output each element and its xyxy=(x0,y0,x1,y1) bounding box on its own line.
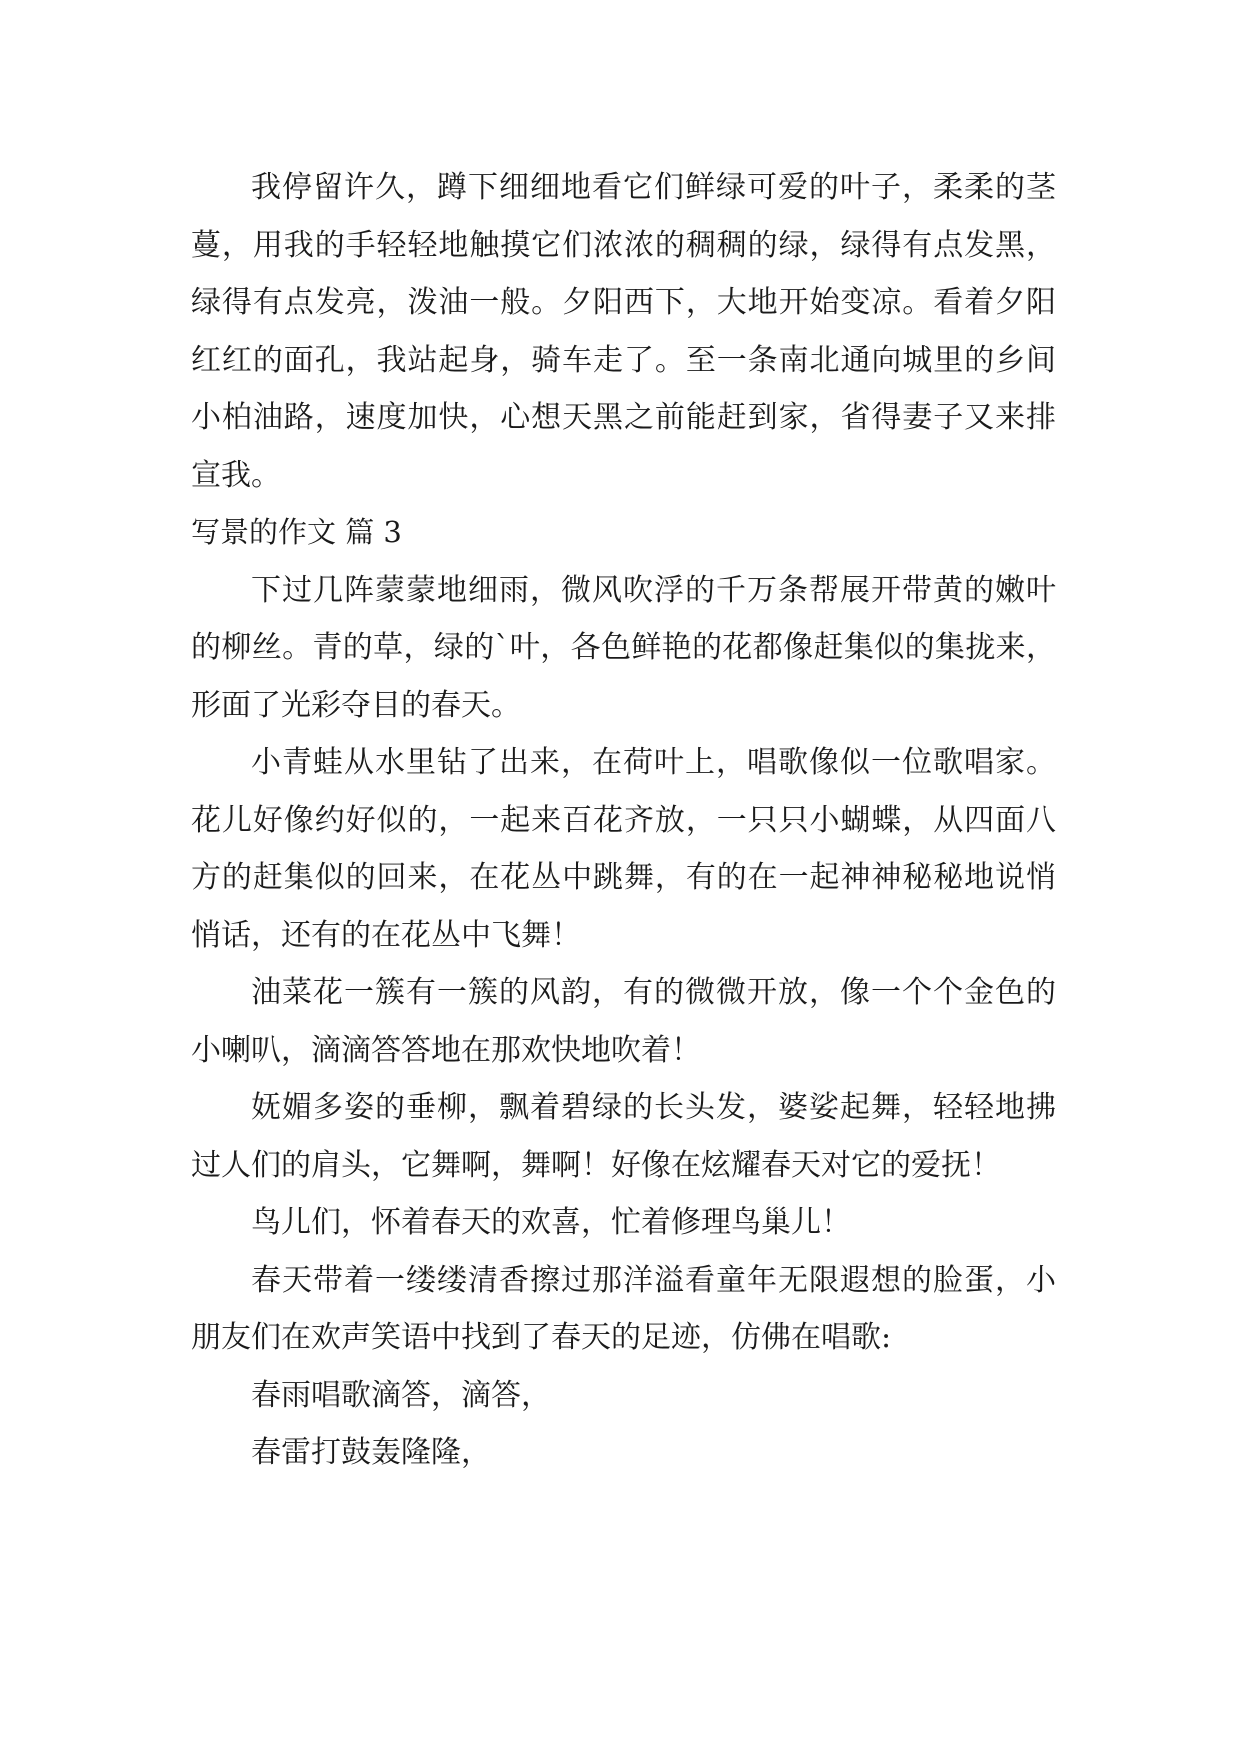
paragraph-7: 春天带着一缕缕清香擦过那洋溢看童年无限遐想的脸蛋，小朋友们在欢声笑语中找到了春天的足迹，仿佛在唱歌: xyxy=(191,1262,1056,1355)
document-body xyxy=(191,159,1056,1482)
paragraph-2: 下过几阵蒙蒙地细雨，微风吹浮的千万条帮展开带黄的嫩叶的柳丝。青的草，绿的`叶，各色鲜艳的花都像赶集似的集拢来，形面了光彩夺目的春天。 xyxy=(191,572,1056,723)
verse-line-2: 春雷打鼓轰隆隆， xyxy=(251,1435,491,1470)
section-heading: 写景的作文 篇 3 xyxy=(191,515,402,549)
paragraph-5: 妩媚多姿的垂柳，飘着碧绿的长头发，婆娑起舞，轻轻地拂过人们的肩头，它舞啊，舞啊！好像在炫耀春天对它的爱抚！ xyxy=(191,1090,1056,1183)
paragraph-1: 我停留许久，蹲下细细地看它们鲜绿可爱的叶子，柔柔的茎蔓，用我的手轻轻地触摸它们浓浓的稠稠的绿，绿得有点发黑，绿得有点发亮，泼油一般。夕阳西下，大地开始变凉。看着夕阳红红的面孔，我站起身，骑车走了。至一条南北通向城里的乡间小柏油路，速度加快，心想天黑之前能赶到家，省得妻子又来排宣我。 xyxy=(191,170,1056,493)
paragraph-6: 鸟儿们，怀着春天的欢喜，忙着修理鸟巢儿！ xyxy=(251,1205,851,1240)
paragraph-3: 小青蛙从水里钻了出来，在荷叶上，唱歌像似一位歌唱家。花儿好像约好似的，一起来百花齐放，一只只小蝴蝶，从四面八方的赶集似的回来，在花丛中跳舞，有的在一起神神秘秘地说悄悄话，还有的在花丛中飞舞！ xyxy=(191,745,1056,953)
verse-line-1: 春雨唱歌滴答，滴答， xyxy=(251,1377,551,1413)
paragraph-4: 油菜花一簇有一簇的风韵，有的微微开放，像一个个金色的小喇叭，滴滴答答地在那欢快地吹着！ xyxy=(191,975,1056,1068)
